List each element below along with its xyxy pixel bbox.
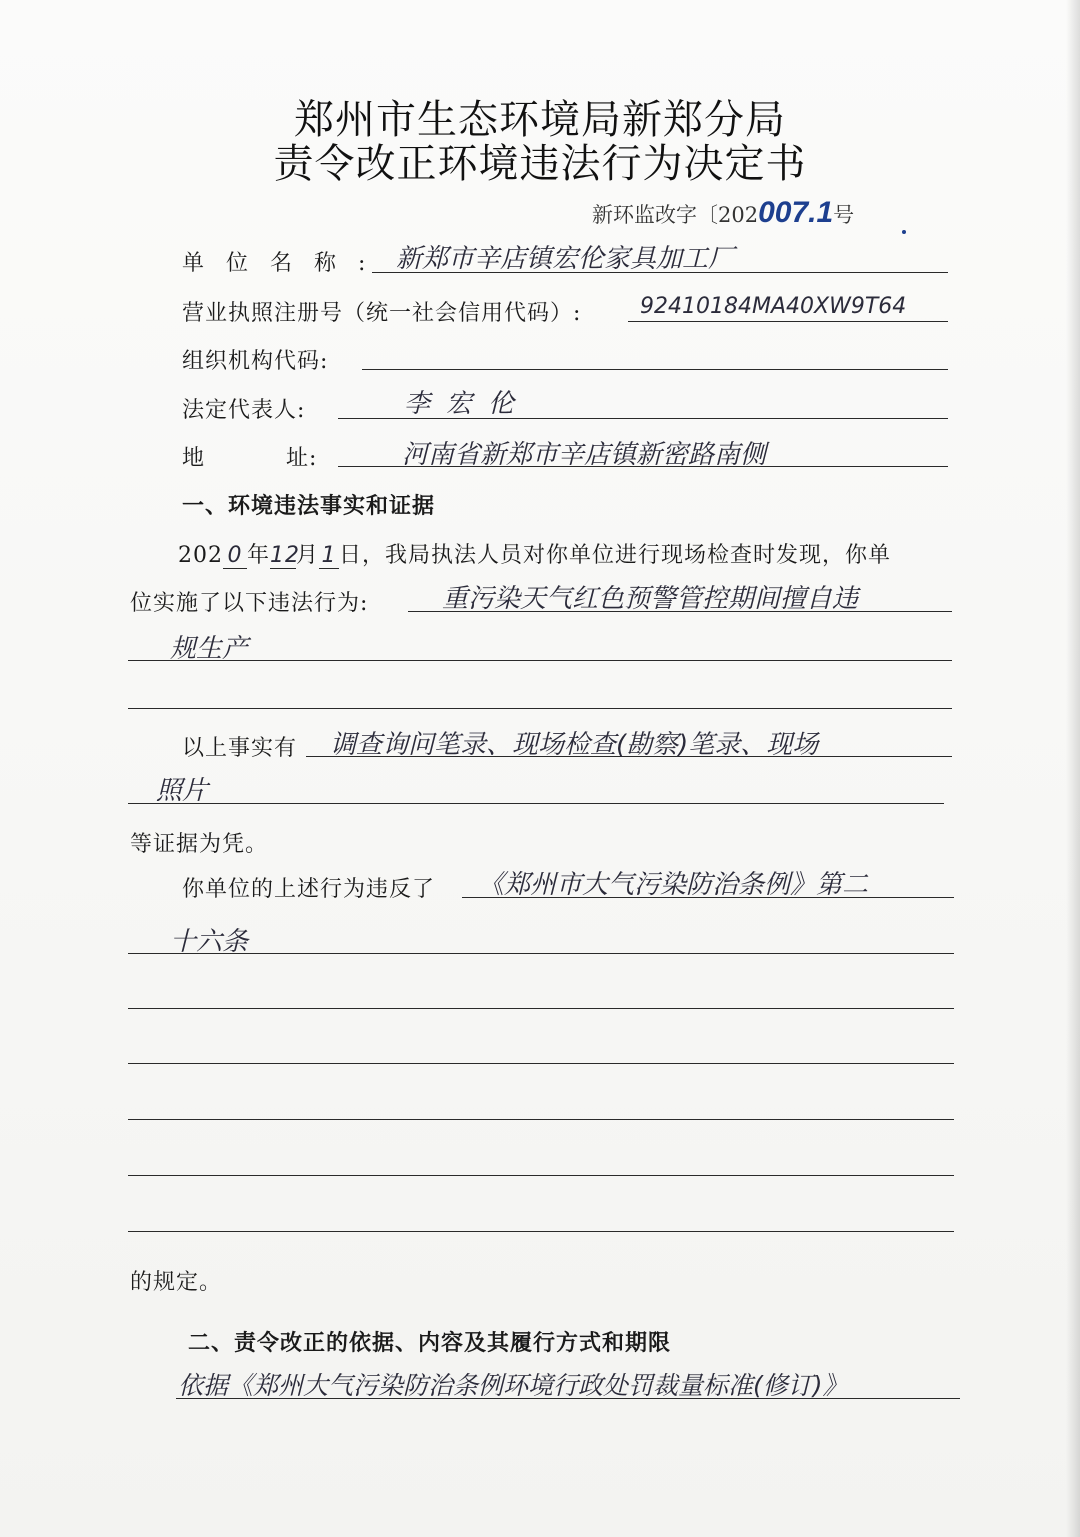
violation-underline-2	[128, 660, 952, 661]
evidence-line1: 调查询问笔录、现场检查(勘察)笔录、现场	[330, 730, 819, 760]
evidence-suffix: 等证据为凭。	[130, 832, 269, 857]
blank-line-4	[128, 1175, 954, 1176]
unit-name-value: 新郑市辛店镇宏伦家具加工厂	[396, 244, 735, 274]
section1-heading: 一、环境违法事实和证据	[182, 493, 436, 519]
page-edge-shadow	[1066, 0, 1080, 1537]
doc-number-suffix: 号	[833, 203, 855, 227]
org-code-label: 组织机构代码:	[182, 349, 329, 374]
blank-line-3	[128, 1119, 954, 1120]
legal-rep-value: 李宏伦	[404, 389, 531, 419]
evidence-prefix: 以上事实有	[182, 736, 298, 761]
blank-line-1	[128, 1008, 954, 1009]
basis-text: 依据《郑州大气污染防治条例环境行政处罚裁量标准(修订)》	[178, 1371, 848, 1400]
closing-text: 的规定。	[130, 1270, 223, 1295]
evidence-underline-2	[128, 803, 944, 804]
legal-rep-label: 法定代表人:	[182, 398, 306, 423]
date-suffix: 日，我局执法人员对你单位进行现场检查时发现，你单	[339, 543, 892, 568]
unit-name-label: 单位名称:	[182, 251, 388, 276]
address-label-part2: 址:	[286, 446, 318, 471]
evidence-line2: 照片	[156, 776, 209, 806]
address-value: 河南省新郑市辛店镇新密路南侧	[402, 440, 767, 470]
blank-line-5	[128, 1231, 954, 1232]
date-year-char: 年	[247, 543, 271, 568]
license-value: 92410184MA40XW9T64	[640, 294, 907, 319]
violation-date-sentence	[178, 538, 891, 569]
section2-heading: 二、责令改正的依据、内容及其履行方式和期限	[188, 1330, 672, 1356]
law-line1: 《郑州市大气污染防治条例》第二	[478, 870, 869, 900]
license-label: 营业执照注册号（统一社会信用代码）:	[182, 301, 582, 326]
document-title-line1: 郑州市生态环境局新郑分局	[294, 97, 786, 143]
license-underline	[628, 321, 948, 322]
violation-line2: 规生产	[170, 634, 249, 664]
date-day-digit: 1	[319, 543, 339, 569]
doc-number-prefix: 新环监改字〔202	[592, 203, 759, 227]
address-label-part1: 地	[182, 446, 206, 471]
doc-number-handwritten: 007.1	[758, 196, 834, 229]
blank-line-2	[128, 1063, 954, 1064]
violation-prefix: 位实施了以下违法行为:	[130, 591, 369, 616]
date-month-char: 月	[296, 543, 320, 568]
violation-line1: 重污染天气红色预警管控期间擅自违	[442, 584, 859, 614]
date-year-digit: 0	[223, 543, 247, 569]
law-line2: 十六条	[170, 927, 249, 957]
ink-dot	[902, 230, 906, 234]
date-prefix: 202	[178, 543, 223, 568]
violation-underline-3	[128, 708, 952, 709]
document-title-line2: 责令改正环境违法行为决定书	[273, 141, 807, 187]
date-month-digits: 12	[270, 543, 301, 568]
law-underline-2	[128, 953, 954, 954]
law-prefix: 你单位的上述行为违反了	[182, 877, 436, 902]
document-number	[592, 196, 854, 230]
org-code-underline	[362, 369, 948, 370]
